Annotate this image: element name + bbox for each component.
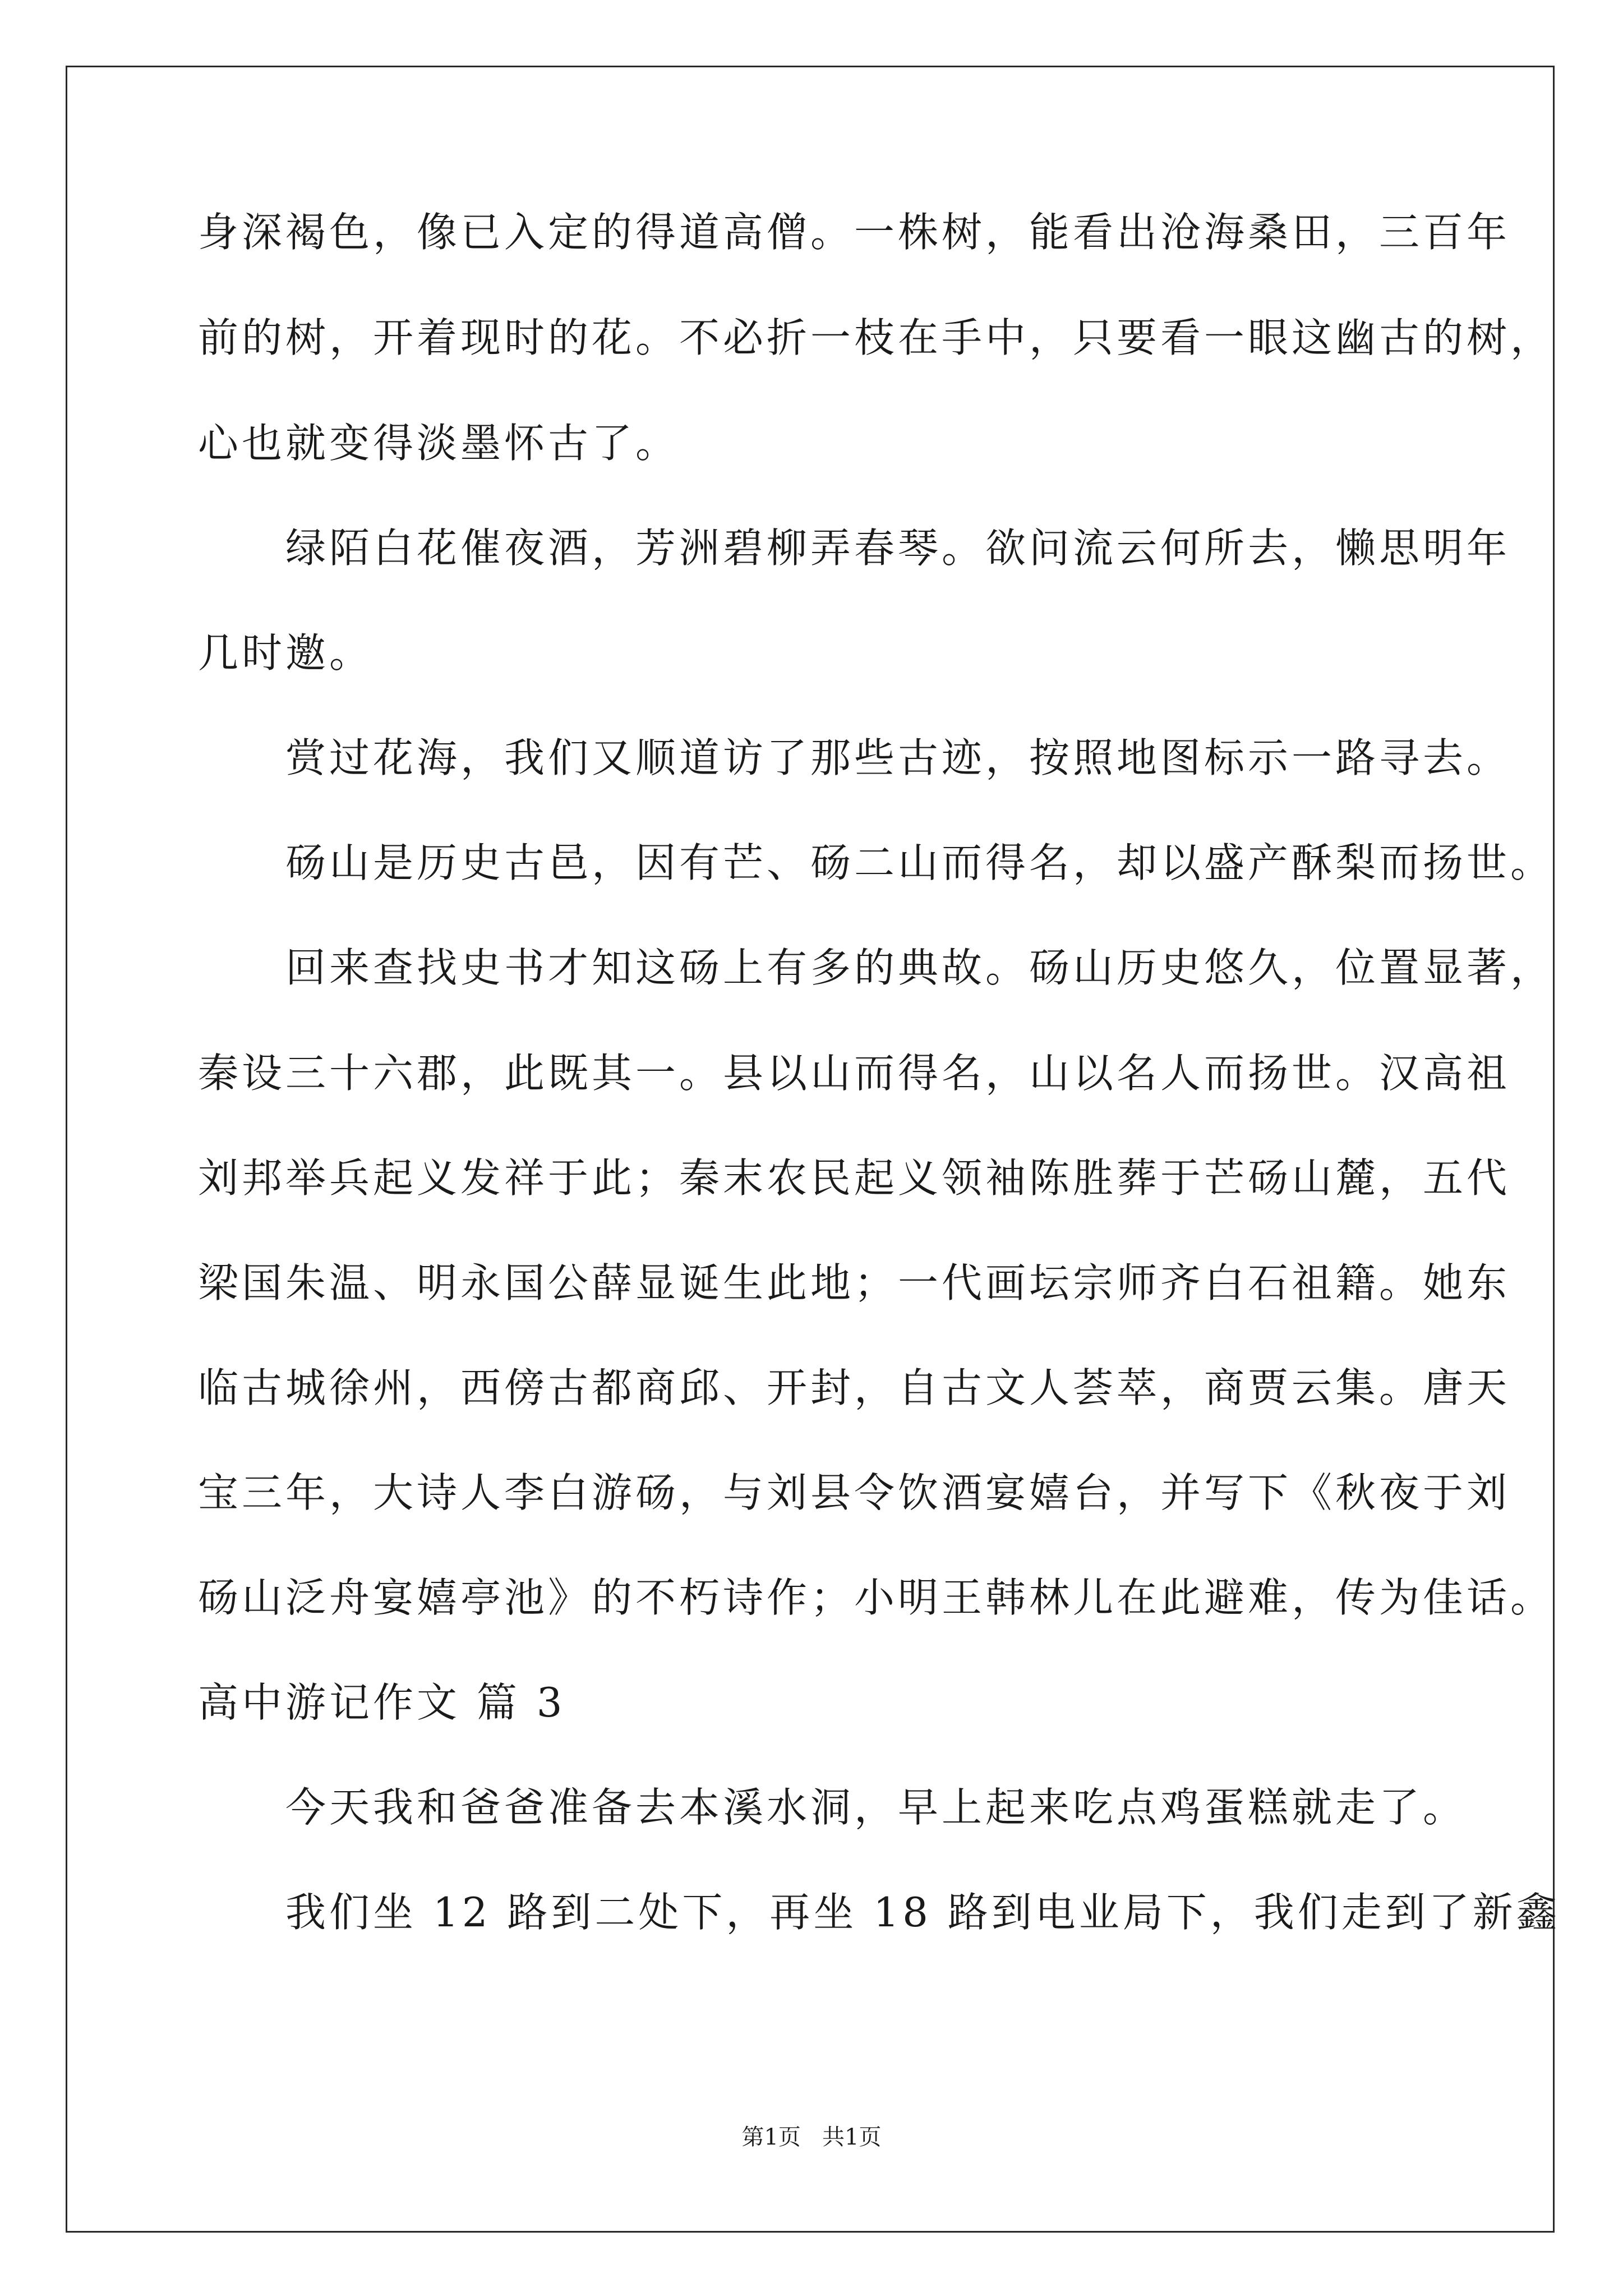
paragraph-line: 回来查找史书才知这砀上有多的典故。砀山历史悠久，位置显著， bbox=[198, 944, 1555, 991]
section-heading: 高中游记作文 篇 3 bbox=[198, 1679, 566, 1726]
paragraph-line: 我们坐 12 路到二处下，再坐 18 路到电业局下，我们走到了新鑫 bbox=[198, 1889, 1560, 1936]
text-line: 砀山泛舟宴嬉亭池》的不朽诗作；小明王韩林儿在此避难，传为佳话。 bbox=[198, 1574, 1555, 1621]
text-line: 宝三年，大诗人李白游砀，与刘县令饮酒宴嬉台，并写下《秋夜于刘 bbox=[198, 1469, 1511, 1516]
text-line: 刘邦举兵起义发祥于此；秦末农民起义领袖陈胜葬于芒砀山麓，五代 bbox=[198, 1154, 1511, 1202]
text-line: 身深褐色，像已入定的得道高僧。一株树，能看出沧海桑田，三百年 bbox=[198, 209, 1511, 256]
text-line: 前的树，开着现时的花。不必折一枝在手中，只要看一眼这幽古的树， bbox=[198, 314, 1555, 361]
paragraph-line: 绿陌白花催夜酒，芳洲碧柳弄春琴。欲问流云何所去，懒思明年 bbox=[198, 524, 1511, 572]
text-line: 梁国朱温、明永国公薛显诞生此地；一代画坛宗师齐白石祖籍。她东 bbox=[198, 1259, 1511, 1306]
text-line: 临古城徐州，西傍古都商邱、开封，自古文人荟萃，商贾云集。唐天 bbox=[198, 1364, 1511, 1411]
paragraph-line: 今天我和爸爸准备去本溪水洞，早上起来吃点鸡蛋糕就走了。 bbox=[198, 1784, 1467, 1831]
page-number-footer: 第1页 共1页 bbox=[741, 2124, 882, 2150]
paragraph-line: 赏过花海，我们又顺道访了那些古迹，按照地图标示一路寻去。 bbox=[198, 734, 1511, 781]
text-line: 心也就变得淡墨怀古了。 bbox=[198, 420, 680, 467]
paragraph-line: 砀山是历史古邑，因有芒、砀二山而得名，却以盛产酥梨而扬世。 bbox=[198, 839, 1555, 886]
text-line: 秦设三十六郡，此既其一。县以山而得名，山以名人而扬世。汉高祖 bbox=[198, 1050, 1511, 1097]
text-line: 几时邀。 bbox=[198, 629, 374, 677]
